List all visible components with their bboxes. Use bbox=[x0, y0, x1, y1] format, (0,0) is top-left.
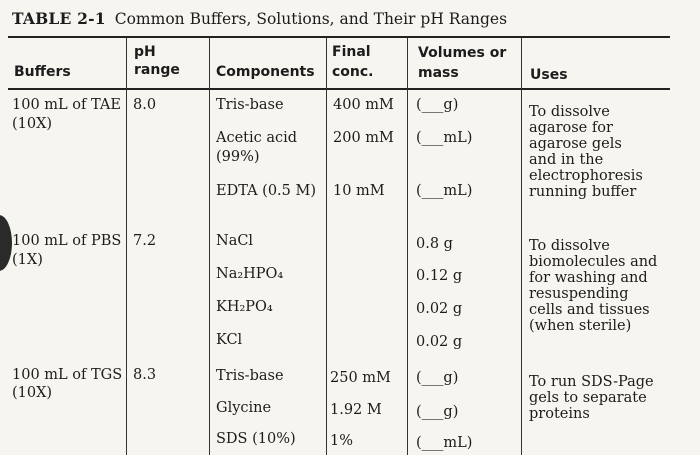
row-pbs-amount: 0.02 g bbox=[416, 334, 463, 350]
row-tgs-buffer-line2: (10X) bbox=[12, 385, 53, 401]
row-tgs-uses bbox=[529, 374, 689, 422]
row-pbs-amount: 0.12 g bbox=[416, 268, 463, 284]
row-pbs-buffer-line1: 100 mL of PBS bbox=[12, 233, 122, 249]
row-tgs-conc: 250 mM bbox=[330, 370, 391, 386]
table-number: TABLE 2-1 bbox=[12, 9, 106, 28]
header-ph-line2: range bbox=[134, 62, 180, 78]
row-pbs-buffer-line2: (1X) bbox=[12, 252, 43, 268]
row-tae-conc: 10 mM bbox=[333, 183, 385, 199]
col-divider-4 bbox=[407, 38, 408, 455]
header-uses: Uses bbox=[530, 67, 568, 83]
row-tae-conc: 400 mM bbox=[333, 97, 394, 113]
row-pbs-component: Na₂HPO₄ bbox=[216, 266, 284, 282]
row-tae-component: Tris-base bbox=[216, 97, 284, 113]
uses-line: resuspending bbox=[529, 286, 629, 302]
row-tgs-ph: 8.3 bbox=[133, 367, 157, 383]
uses-line: To dissolve bbox=[529, 104, 610, 120]
row-tae-conc: 200 mM bbox=[333, 130, 394, 146]
header-volumes-line2: mass bbox=[418, 65, 459, 81]
row-tae-buffer-line2: (10X) bbox=[12, 116, 53, 132]
top-rule bbox=[8, 36, 670, 38]
row-tgs-buffer-line1: 100 mL of TGS bbox=[12, 367, 123, 383]
row-pbs-uses bbox=[529, 238, 689, 334]
col-divider-2 bbox=[209, 38, 210, 455]
uses-line: agarose for bbox=[529, 120, 613, 136]
row-tgs-amount: (___mL) bbox=[416, 435, 473, 451]
uses-line: biomolecules and bbox=[529, 254, 658, 270]
header-ph-line1: pH bbox=[134, 44, 156, 60]
col-divider-1 bbox=[126, 38, 127, 455]
row-tae-amount: (___mL) bbox=[416, 183, 473, 199]
row-tae-ph: 8.0 bbox=[133, 97, 157, 113]
row-tgs-amount: (___g) bbox=[416, 370, 459, 386]
row-tgs-component: Tris-base bbox=[216, 368, 284, 384]
uses-line: and in the bbox=[529, 152, 604, 168]
row-tgs-component: SDS (10%) bbox=[216, 431, 296, 447]
header-final-line1: Final bbox=[332, 44, 371, 60]
uses-line: proteins bbox=[529, 406, 590, 422]
uses-line: agarose gels bbox=[529, 136, 622, 152]
row-tae-buffer-line1: 100 mL of TAE bbox=[12, 97, 121, 113]
table-caption bbox=[12, 9, 507, 28]
col-divider-5 bbox=[521, 38, 522, 455]
row-tae-component: EDTA (0.5 M) bbox=[216, 183, 316, 199]
row-tae-uses bbox=[529, 104, 689, 200]
row-tae-component: (99%) bbox=[216, 149, 260, 165]
row-pbs-component: NaCl bbox=[216, 233, 254, 249]
uses-line: running buffer bbox=[529, 184, 637, 200]
row-tgs-amount: (___g) bbox=[416, 404, 459, 420]
header-volumes-line1: Volumes or bbox=[418, 45, 507, 61]
uses-line: To dissolve bbox=[529, 238, 610, 254]
header-components: Components bbox=[216, 64, 315, 80]
row-pbs-ph: 7.2 bbox=[133, 233, 157, 249]
row-tgs-conc: 1% bbox=[330, 433, 354, 449]
uses-line: cells and tissues bbox=[529, 302, 650, 318]
header-rule bbox=[8, 88, 670, 90]
row-pbs-amount: 0.02 g bbox=[416, 301, 463, 317]
binding-hole bbox=[0, 215, 12, 271]
row-pbs-amount: 0.8 g bbox=[416, 236, 453, 252]
row-tgs-component: Glycine bbox=[216, 400, 272, 416]
uses-line: for washing and bbox=[529, 270, 648, 286]
header-final-line2: conc. bbox=[332, 64, 374, 80]
row-pbs-component: KH₂PO₄ bbox=[216, 299, 273, 315]
uses-line: gels to separate bbox=[529, 390, 647, 406]
col-divider-3 bbox=[326, 38, 327, 455]
uses-line: electrophoresis bbox=[529, 168, 643, 184]
row-pbs-component: KCl bbox=[216, 332, 243, 348]
row-tae-amount: (___mL) bbox=[416, 130, 473, 146]
table-title: Common Buffers, Solutions, and Their pH Ranges bbox=[114, 10, 508, 28]
uses-line: To run SDS-Page bbox=[529, 374, 654, 390]
row-tae-amount: (___g) bbox=[416, 97, 459, 113]
row-tgs-conc: 1.92 M bbox=[330, 402, 382, 418]
header-buffers: Buffers bbox=[14, 64, 71, 80]
uses-line: (when sterile) bbox=[529, 318, 632, 334]
row-tae-component: Acetic acid bbox=[216, 130, 298, 146]
